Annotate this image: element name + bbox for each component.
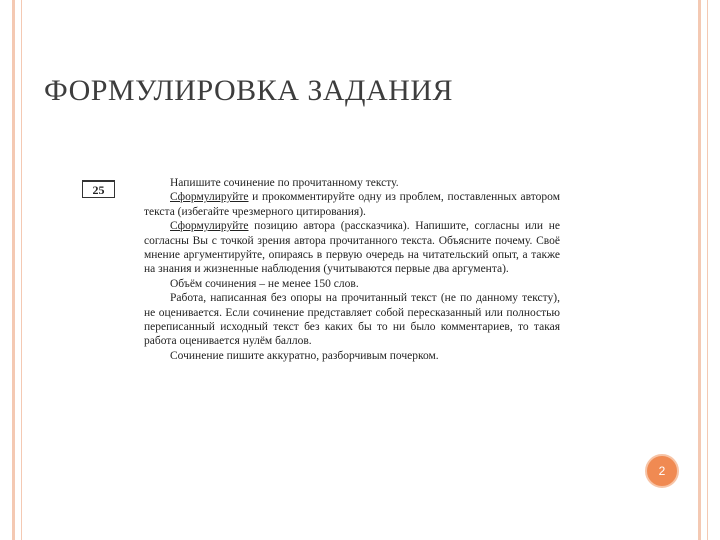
task-text-block bbox=[144, 176, 560, 363]
left-border-thin-line bbox=[21, 0, 22, 540]
task-volume: Объём сочинения – не менее 150 слов. bbox=[170, 277, 359, 290]
paragraph-text: и прокомментируйте одну из проблем, поставленных автором текста (избегайте чрезмерного цитирования). bbox=[144, 191, 560, 218]
right-border-thin-line bbox=[707, 0, 708, 540]
slide-title: ФОРМУЛИРОВКА ЗАДАНИЯ bbox=[44, 74, 454, 107]
task-paragraph-problem bbox=[144, 190, 560, 219]
left-border-stripe bbox=[12, 0, 15, 540]
task-paragraph-position bbox=[144, 219, 560, 277]
right-border-stripe bbox=[698, 0, 701, 540]
task-handwriting: Сочинение пишите аккуратно, разборчивым почерком. bbox=[170, 349, 439, 362]
task-number-box: 25 bbox=[82, 180, 115, 198]
underlined-verb: Сформулируйте bbox=[170, 191, 249, 204]
underlined-verb: Сформулируйте bbox=[170, 220, 249, 233]
page-number-badge: 2 bbox=[645, 454, 679, 488]
task-rule: Работа, написанная без опоры на прочитанный текст (не по данному тексту), не оценивается. Если сочинение представляет собой пересказанный или полностью переписанный исходный текст без каких бы то ни было комментариев, то такая работа оценивается нулём баллов. bbox=[144, 292, 560, 348]
paragraph-text: позицию автора (рассказчика). Напишите, согласны или не согласны Вы с точкой зрения автора прочитанного текста. Объясните почему. Своё мнение аргументируйте, опираясь в первую очередь на читательский опыт, а также на знания и жизненные наблюдения (учитываются первые два аргумента). bbox=[144, 220, 560, 276]
task-instruction: Напишите сочинение по прочитанному тексту. bbox=[170, 177, 399, 189]
